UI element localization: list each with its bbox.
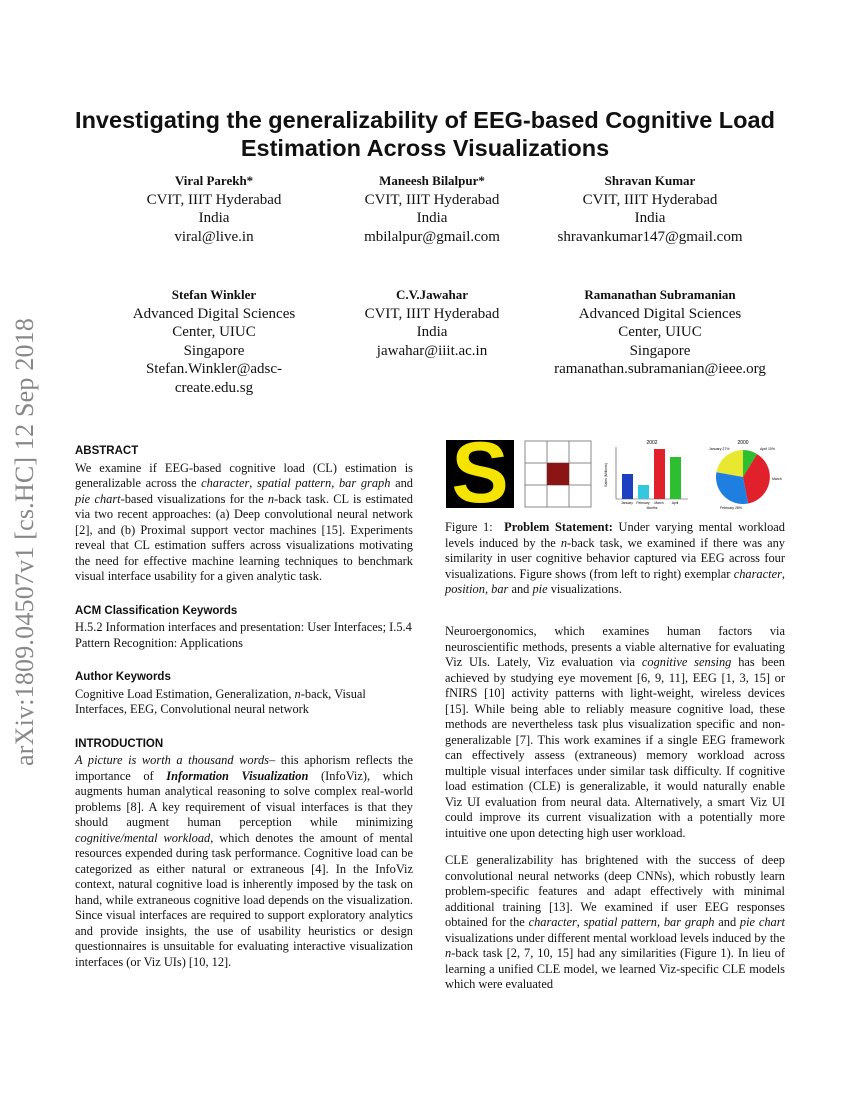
author-country: India: [634, 210, 666, 226]
author-country: India: [198, 210, 230, 226]
author-name: Viral Parekh*: [174, 173, 254, 188]
bar-chart-tick-label: March: [654, 501, 664, 505]
abstract-text: We examine if EEG-based cognitive load (CL) estimation is generalizable across the character, spatial pattern, bar graph and pie chart-based visualizations for the n-back task. CL is estimated via two recent approaches: (a) Deep convolutional neural network [2], and (b) Proximal support vector machines [15]. Experiments reveal that CL estimation suffers across visualizations motivating the need for effective machine learning techniques to benchmark visual interface usability for a given analytic task.: [75, 460, 414, 583]
pie-label-january: January 27%: [709, 447, 730, 451]
author-name: Shravan Kumar: [604, 173, 696, 188]
introduction-text: A picture is worth a thousand words– this aphorism reflects the importance of Information Visualization (InfoViz), which augments human analytical reasoning to solve complex real-world problems [8]. A key requirement of visual interfaces is that they should augment human perception while minimizing cognitive/mental workload, which denotes the amount of mental resources expended during task performance. Cognitive load can be categorized as either natural or extraneous [4]. In the InfoViz context, natural cognitive load is inherently imposed by the task on hand, while extraneous cognitive load depends on the visualization. Since visual interfaces are required to support exploratory analytics and provide insights, the use of usability heuristics or design questionnaires is unsuitable for evaluating interactive visualization interfaces (or Viz UIs) [10, 12].: [75, 753, 413, 969]
author-name: Ramanathan Subramanian: [584, 287, 736, 302]
bar-february: [638, 485, 649, 499]
author-affiliation: CVIT, IIIT Hyderabad: [582, 191, 718, 208]
paper-title: Investigating the generalizability of EEG-based Cognitive Load Estimation Across Visualizations: [75, 107, 775, 161]
character-visualization: [446, 440, 514, 508]
author-email: create.edu.sg: [174, 379, 254, 396]
author-country: Singapore: [183, 342, 245, 359]
bar-chart-tick-label: January: [621, 501, 633, 505]
bar-chart-xlabel: Months: [646, 506, 658, 510]
bar-march: [654, 449, 665, 499]
figure-1: [446, 440, 786, 520]
bar-chart-ylabel: Sales (Millions): [604, 463, 608, 487]
bar-april: [670, 457, 681, 499]
author-block: [104, 172, 324, 246]
author-name: C.V.Jawahar: [396, 287, 468, 302]
author-country: Singapore: [629, 342, 691, 359]
author-email: mbilalpur@gmail.com: [364, 228, 500, 245]
author-country: India: [416, 324, 448, 340]
author-affiliation: CVIT, IIIT Hyderabad: [364, 305, 500, 322]
acm-heading: ACM Classification Keywords: [75, 604, 238, 617]
author-affiliation: Center, UIUC: [618, 324, 702, 340]
author-affiliation: Center, UIUC: [172, 324, 256, 340]
author-block: [530, 286, 790, 379]
bar-chart-tick-label: April: [671, 501, 679, 505]
acm-text: H.5.2 Information interfaces and presentation: User Interfaces; I.5.4 Pattern Recognition: Applications: [75, 620, 412, 650]
pie-label-april: April 10%: [760, 447, 775, 451]
author-email: ramanathan.subramanian@ieee.org: [554, 361, 766, 377]
author-block: [540, 172, 760, 246]
spatial-pattern-visualization: [524, 440, 594, 510]
author-country: India: [416, 210, 448, 226]
highlighted-cell: [547, 463, 569, 485]
body-paragraph: CLE generalizability has brightened with the success of deep convolutional neural networks (deep CNNs), which robustly learn problem-specific features and adapt effectively with minimal additional training [13]. We examined if user EEG responses obtained for the character, spatial pattern, bar graph and pie chart visualizations under different mental workload levels induced by the n-back task [2, 7, 10, 15] had any similarities (Figure 1). In lieu of learning a unified CLE model, we learned Viz-specific CLE models which were evaluated: [445, 853, 785, 991]
arxiv-identifier: arXiv:1809.04507v1 [cs.HC] 12 Sep 2018: [10, 317, 39, 766]
left-column: [75, 444, 413, 970]
pie-chart-title: 2000: [737, 440, 749, 446]
author-affiliation: CVIT, IIIT Hyderabad: [364, 191, 500, 208]
author-affiliation: Advanced Digital Sciences: [578, 305, 742, 322]
pie-label-february: February 28%: [720, 506, 742, 510]
introduction-heading: INTRODUCTION: [75, 737, 164, 750]
abstract-heading: ABSTRACT: [75, 445, 139, 457]
bar-chart-title: 2002: [646, 440, 658, 446]
pie-slice-january: [716, 450, 743, 477]
author-email: Stefan.Winkler@adsc-: [145, 361, 283, 377]
author-name: Stefan Winkler: [171, 287, 257, 302]
author-affiliation: CVIT, IIIT Hyderabad: [146, 191, 282, 208]
body-paragraph: Neuroergonomics, which examines human factors via neuroscientific methods, presents a viable alternative for evaluating Viz UIs. Lately, Viz evaluation via cognitive sensing has been achieved by studying eye movement [6, 9, 11], EEG [1, 3, 15] or fNIRS [10] activity patterns with light-weight, wireless devices [15]. While being able to reliably measure cognitive load, these methods are nevertheless task plus visualization specific and non-generalizable [7]. This work examines if a single EEG framework can effectively assess (extraneous) memory workload across multiple visual interfaces under similar task difficulty. If cognitive load estimation (CLE) is generalizable, it would naturally enable Viz UI evaluation from neural data. Alternatively, a smart Viz UI could improve its current visualization with a potentially more intuitive one upon detecting high user workload.: [445, 624, 785, 840]
author-block: [322, 286, 542, 360]
author-name: Maneesh Bilalpur*: [379, 173, 485, 188]
keywords-heading: Author Keywords: [75, 671, 171, 683]
pie-visualization: [698, 437, 788, 513]
figure-caption: Figure 1: Problem Statement: Under varying mental workload levels induced by the n-back task, we examined if there was any similarity in user cognitive behavior captured via EEG across four visualizations. Figure shows (from left to right) exemplar character, position, bar and pie visualizations.: [445, 520, 785, 596]
author-block: [322, 172, 542, 246]
bar-chart-tick-label: February: [636, 501, 650, 505]
author-email: jawahar@iiit.ac.in: [376, 342, 488, 359]
character-letter: S: [451, 440, 509, 508]
bar-visualization: [602, 437, 692, 513]
keywords-text: Cognitive Load Estimation, Generalization, n-back, Visual Interfaces, EEG, Convolutional neural network: [75, 686, 366, 716]
author-email: viral@live.in: [174, 228, 254, 245]
pie-label-march: March: [772, 477, 782, 481]
bar-january: [622, 474, 633, 499]
author-block: [104, 286, 324, 397]
author-affiliation: Advanced Digital Sciences: [132, 305, 296, 322]
right-column: [445, 624, 785, 993]
author-email: shravankumar147@gmail.com: [557, 228, 743, 245]
